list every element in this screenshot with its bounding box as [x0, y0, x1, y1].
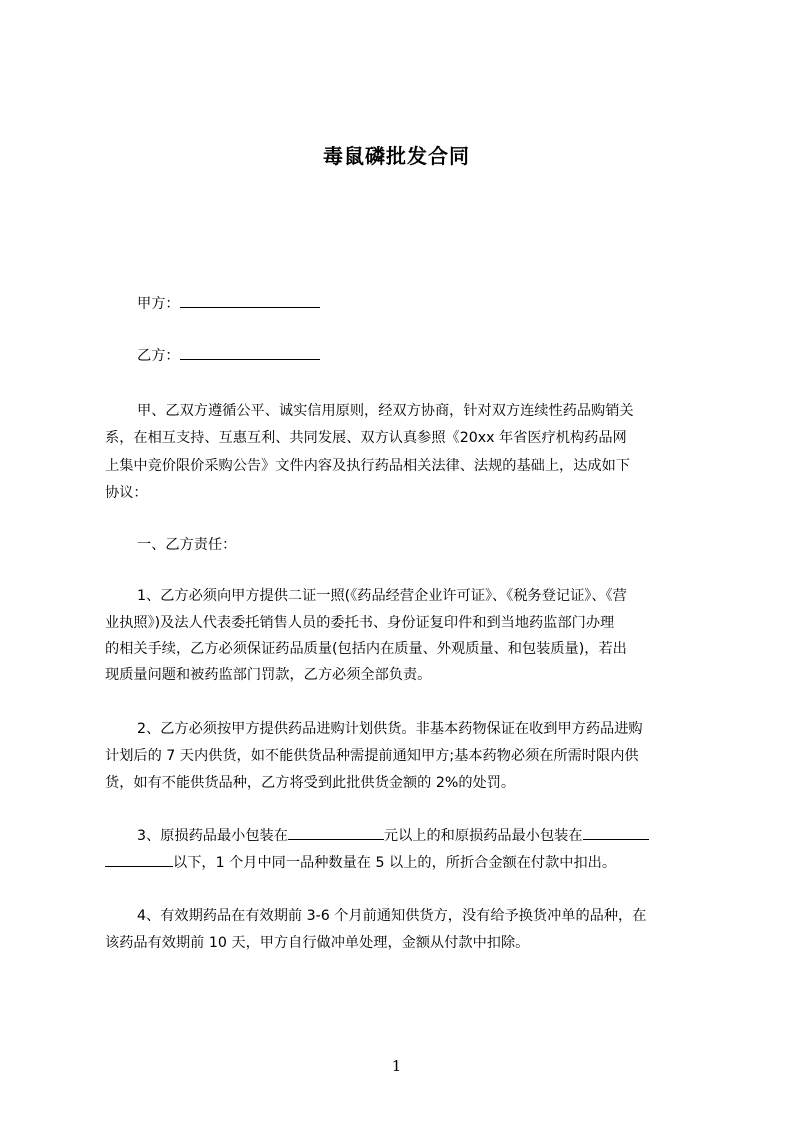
document-title: 毒鼠磷批发合同 [323, 144, 470, 168]
intro-line: 系，在相互支持、互惠互利、共同发展、双方认真参照《20xx 年省医疗机构药品网 [105, 430, 627, 446]
clause-4-line: 该药品有效期前 10 天，甲方自行做冲单处理，金额从付款中扣除。 [105, 935, 530, 951]
section-heading: 一、乙方责任： [137, 537, 237, 553]
clause-1-line: 的相关手续，乙方必须保证药品质量(包括内在质量、外观质量、和包装质量)，若出 [105, 641, 627, 657]
clause-2-line: 2、乙方必须按甲方提供药品进购计划供货。非基本药物保证在收到甲方药品进购 [137, 721, 643, 737]
intro-line: 甲、乙双方遵循公平、诚实信用原则，经双方协商，针对双方连续性药品购销关 [137, 403, 634, 419]
party-b-blank [180, 345, 320, 360]
clause-3-line-2 [105, 852, 705, 872]
party-a-line [137, 293, 737, 313]
clause-1-line: 1、乙方必须向甲方提供二证一照(《药品经营企业许可证》、《税务登记证》、《营 [137, 588, 627, 604]
page-number: 1 [391, 1057, 402, 1075]
clause-1-line: 业执照》)及法人代表委托销售人员的委托书、身份证复印件和到当地药监部门办理 [105, 615, 615, 631]
party-a-label: 甲方： [137, 296, 180, 312]
clause-3-blank-1 [288, 825, 384, 840]
party-a-blank [180, 293, 320, 308]
clause-2-line: 货，如有不能供货品种，乙方将受到此批供货金额的 2%的处罚。 [105, 775, 516, 791]
intro-line: 上集中竞价限价采购公告》文件内容及执行药品相关法律、法规的基础上，达成如下 [105, 458, 630, 474]
intro-line: 协议： [105, 485, 148, 501]
clause-3-part2: 元以上的和原损药品最小包装在 [383, 828, 583, 844]
clause-3-line-1 [137, 825, 705, 845]
party-b-line [137, 345, 737, 365]
clause-3-part3: 以下，1 个月中同一品种数量在 5 以上的，所折合金额在付款中扣出。 [173, 855, 617, 871]
party-b-label: 乙方： [137, 348, 180, 364]
clause-3-blank-2 [583, 825, 649, 840]
clause-2-line: 计划后的 7 天内供货，如不能供货品种需提前通知甲方;基本药物必须在所需时限内供 [105, 748, 639, 764]
clause-3-blank-3 [105, 852, 173, 867]
clause-4-line: 4、有效期药品在有效期前 3-6 个月前通知供货方，没有给予换货冲单的品种，在 [137, 908, 647, 924]
clause-3-part1: 3、原损药品最小包装在 [137, 828, 288, 844]
clause-1-line: 现质量问题和被药监部门罚款，乙方必须全部负责。 [105, 667, 432, 683]
